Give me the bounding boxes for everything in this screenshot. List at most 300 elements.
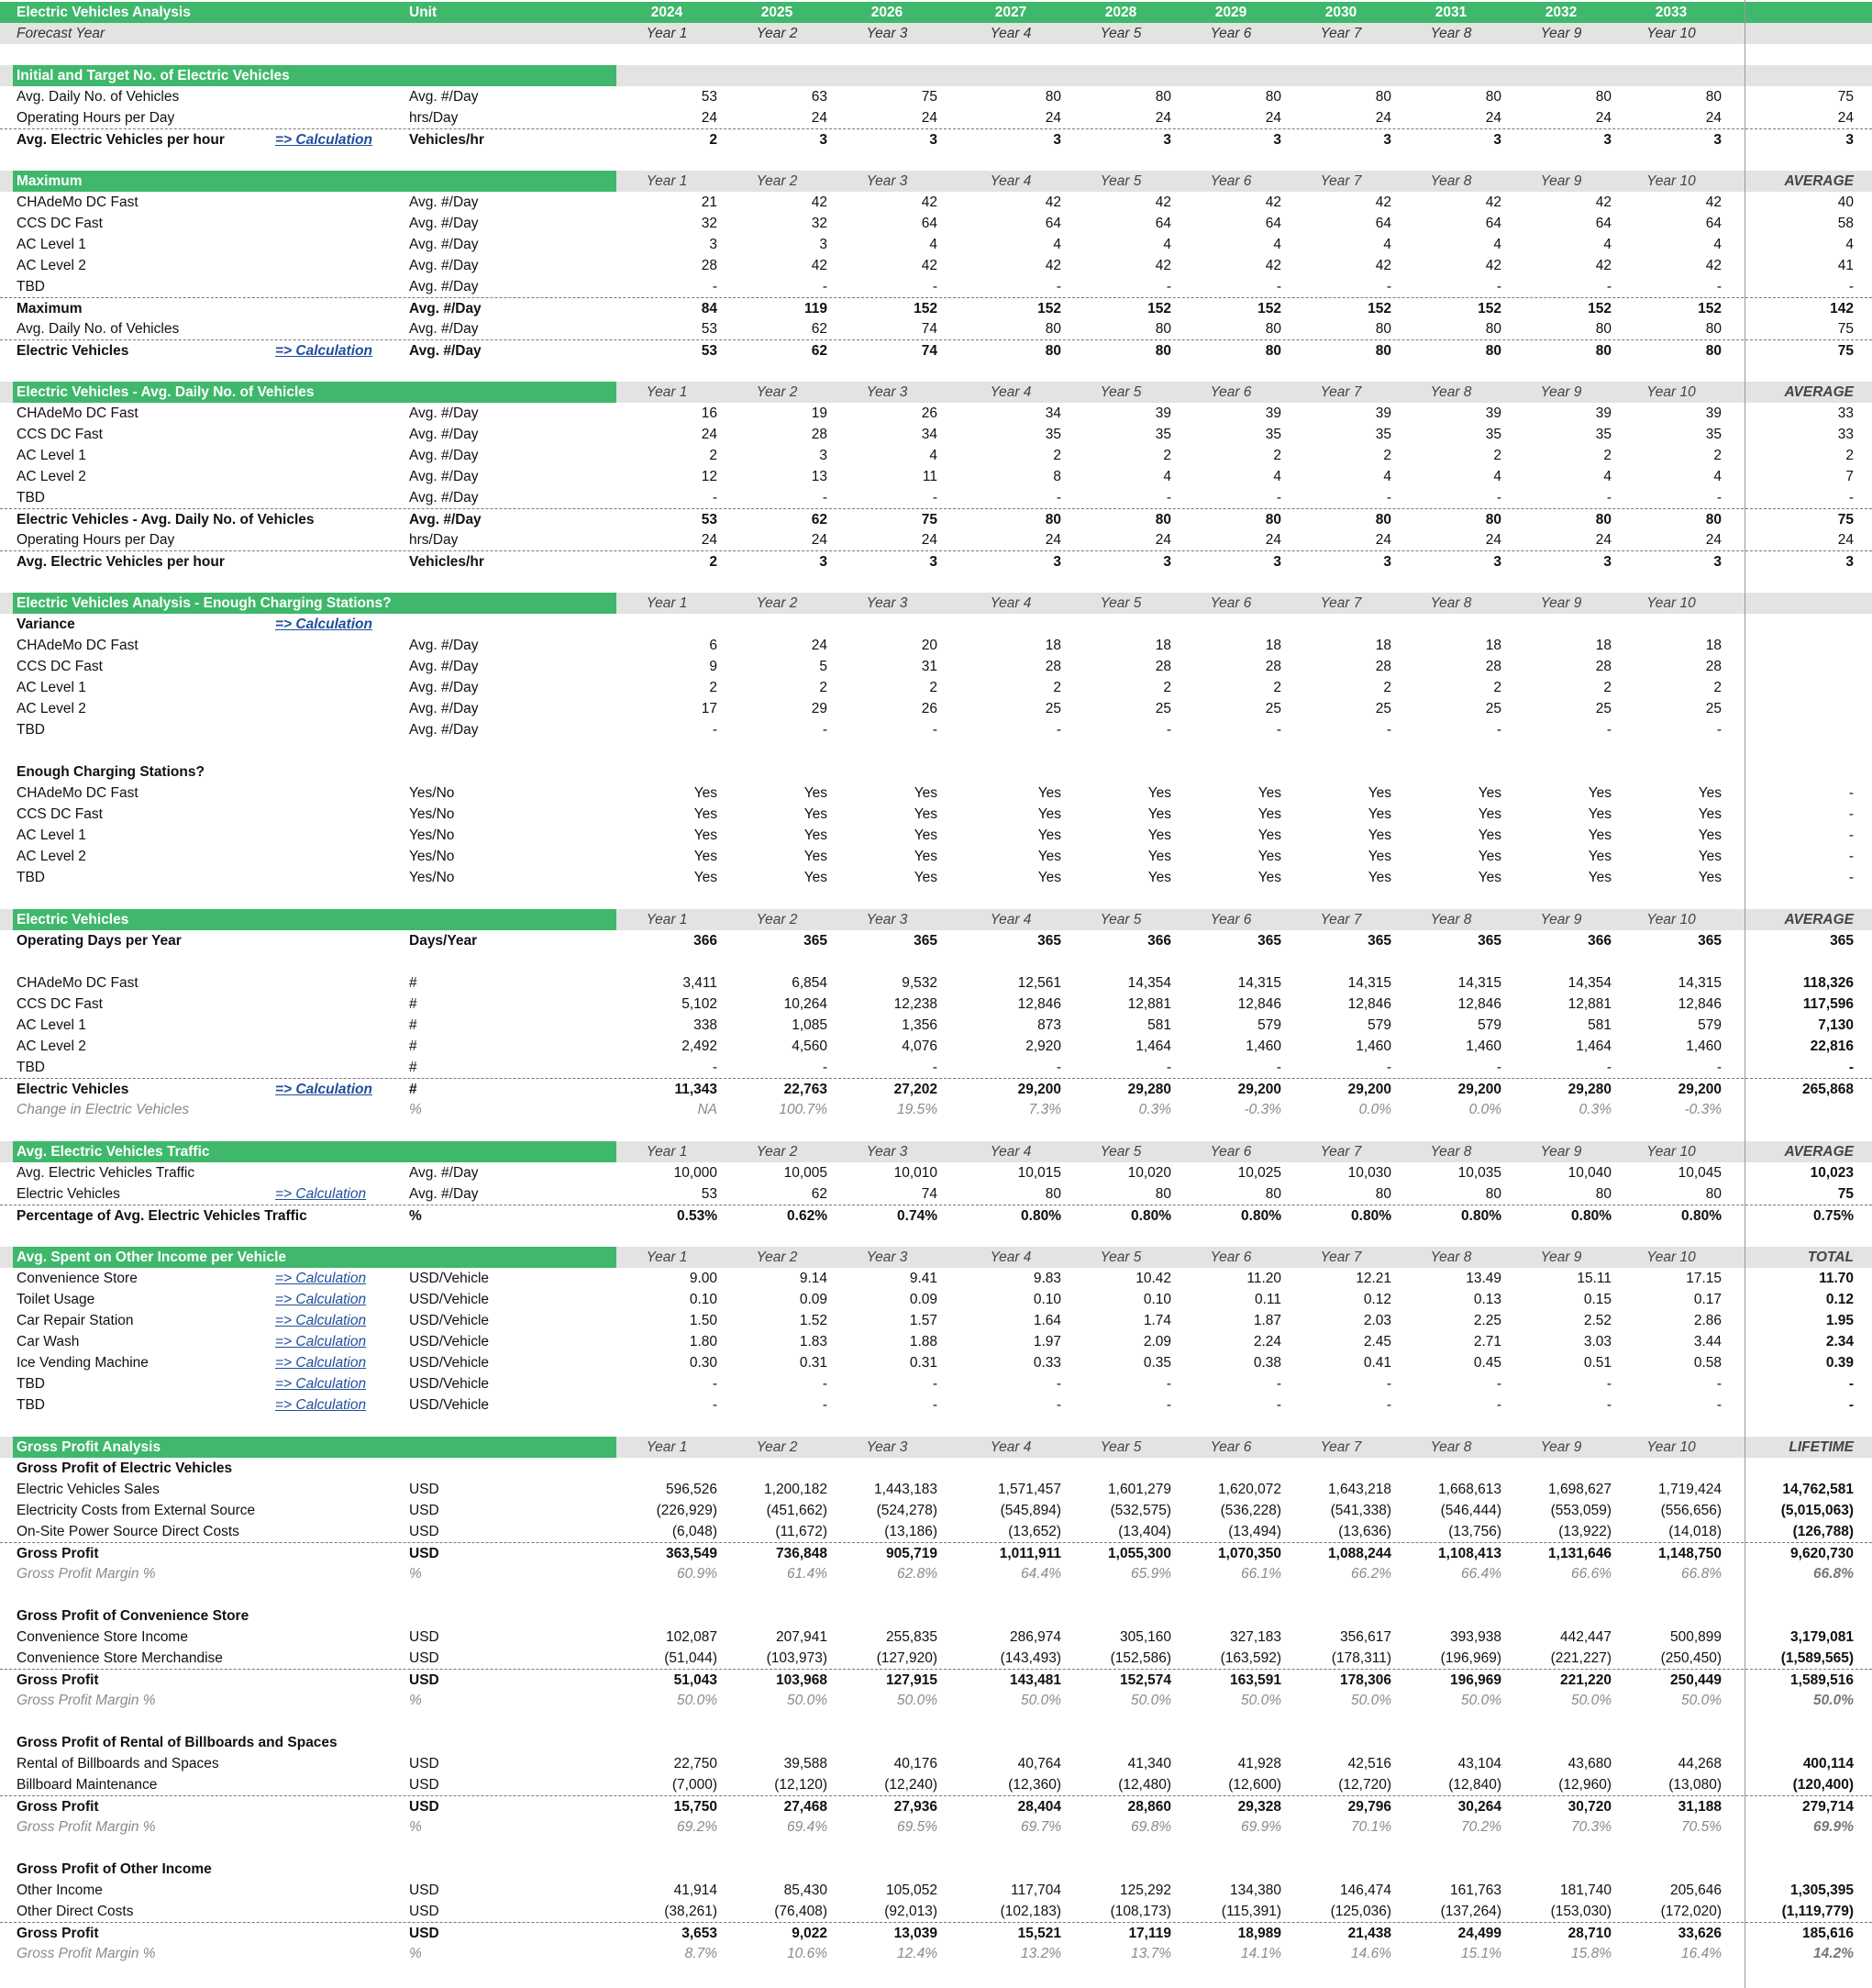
value-cell: Year 6: [1210, 1144, 1252, 1160]
summary-cell: -: [1848, 870, 1854, 885]
value-cell: (451,662): [766, 1503, 827, 1518]
value-cell: -: [1606, 490, 1612, 505]
unit-cell: Avg. #/Day: [409, 448, 479, 463]
value-cell: 13.2%: [1021, 1946, 1061, 1961]
value-cell: Yes: [1478, 827, 1501, 843]
value-cell: 152: [1698, 301, 1722, 317]
value-cell: Year 1: [646, 912, 688, 927]
value-cell: 152: [1368, 301, 1391, 317]
value-cell: 14,315: [1678, 975, 1722, 991]
value-cell: 80: [1155, 321, 1171, 337]
value-cell: Year 5: [1100, 384, 1142, 400]
value-cell: 35: [1265, 427, 1281, 442]
value-cell: 2025: [760, 5, 793, 20]
value-cell: Yes: [803, 827, 827, 843]
value-cell: Year 6: [1210, 595, 1252, 611]
row-label: TBD: [17, 1376, 45, 1392]
value-cell: (12,960): [1558, 1777, 1612, 1793]
table-row: [0, 487, 1872, 508]
row-label: Maximum: [13, 171, 616, 192]
value-cell: (125,036): [1330, 1904, 1391, 1919]
value-cell: Year 8: [1430, 26, 1472, 41]
value-cell: 1.64: [1033, 1313, 1061, 1328]
row-label: Other Direct Costs: [17, 1904, 134, 1919]
value-cell: 6: [709, 638, 717, 653]
value-cell: -: [1386, 490, 1391, 505]
summary-cell: -: [1848, 1376, 1854, 1392]
calculation-link[interactable]: => Calculation: [275, 1334, 367, 1349]
table-row: [0, 783, 1872, 804]
row-label: Convenience Store: [17, 1271, 138, 1286]
unit-cell: #: [409, 1060, 417, 1075]
value-cell: Yes: [1368, 827, 1391, 843]
spacer-row: [0, 150, 1872, 171]
value-cell: -: [712, 1060, 717, 1075]
value-cell: 736,848: [775, 1546, 827, 1561]
value-cell: -0.3%: [1244, 1102, 1281, 1117]
value-cell: 365: [1257, 933, 1281, 949]
value-cell: 1,698,627: [1548, 1482, 1612, 1497]
summary-cell: (1,119,779): [1781, 1904, 1854, 1919]
value-cell: Yes: [693, 806, 717, 822]
value-cell: -: [1056, 490, 1061, 505]
value-cell: 3: [1493, 554, 1501, 570]
summary-cell: -: [1848, 279, 1854, 294]
value-cell: -: [1496, 1376, 1501, 1392]
row-label: Convenience Store Merchandise: [17, 1650, 223, 1666]
unit-cell: Avg. #/Day: [409, 194, 479, 210]
table-row: [0, 255, 1872, 276]
calculation-link[interactable]: => Calculation: [275, 1186, 367, 1202]
row-label: Ice Vending Machine: [17, 1355, 149, 1371]
table-row: [0, 1774, 1872, 1795]
value-cell: 365: [1698, 933, 1722, 949]
unit-cell: USD/Vehicle: [409, 1376, 490, 1392]
value-cell: Year 7: [1320, 1439, 1362, 1455]
value-cell: (178,311): [1331, 1650, 1391, 1666]
value-cell: 3: [1603, 554, 1612, 570]
table-row: [0, 128, 1872, 150]
value-cell: 18: [1375, 638, 1391, 653]
value-cell: 24: [1705, 532, 1722, 548]
unit-cell: Avg. #/Day: [409, 638, 479, 653]
value-cell: 0.3%: [1578, 1102, 1612, 1117]
value-cell: Year 2: [756, 384, 798, 400]
value-cell: -: [1056, 1376, 1061, 1392]
value-cell: 28: [1155, 659, 1171, 674]
value-cell: (143,493): [1000, 1650, 1061, 1666]
table-row: [0, 1627, 1872, 1648]
value-cell: 32: [701, 216, 717, 231]
value-cell: 1,088,244: [1328, 1546, 1391, 1561]
value-cell: 18: [1485, 638, 1501, 653]
value-cell: 103,968: [775, 1672, 827, 1688]
calculation-link[interactable]: => Calculation: [275, 1313, 367, 1328]
unit-cell: USD: [409, 1672, 439, 1688]
row-label: AC Level 1: [17, 680, 86, 695]
unit-cell: Avg. #/Day: [409, 89, 479, 105]
value-cell: 1.80: [689, 1334, 717, 1349]
unit-cell: %: [409, 1946, 422, 1961]
summary-cell: 69.9%: [1813, 1819, 1854, 1835]
row-label: CCS DC Fast: [17, 216, 103, 231]
row-label: Electric Vehicles Sales: [17, 1482, 160, 1497]
value-cell: 75: [921, 512, 937, 528]
table-row: [0, 339, 1872, 361]
row-label: Gross Profit: [17, 1926, 99, 1941]
value-cell: Year 10: [1646, 1249, 1696, 1265]
unit-cell: Yes/No: [409, 827, 455, 843]
value-cell: 2.86: [1693, 1313, 1722, 1328]
value-cell: 3: [1163, 132, 1171, 148]
table-row: [0, 424, 1872, 445]
value-cell: 163,591: [1229, 1672, 1281, 1688]
unit-cell: USD/Vehicle: [409, 1397, 490, 1413]
value-cell: 1.74: [1143, 1313, 1171, 1328]
section-header-row: [0, 65, 1872, 86]
value-cell: 80: [1375, 1186, 1391, 1202]
value-cell: -: [822, 279, 827, 294]
value-cell: Yes: [1478, 785, 1501, 801]
calculation-link[interactable]: => Calculation: [275, 343, 372, 359]
value-cell: 9,532: [902, 975, 937, 991]
value-cell: 4: [1493, 237, 1501, 252]
value-cell: 15,750: [673, 1799, 717, 1815]
value-cell: 178,306: [1339, 1672, 1391, 1688]
value-cell: 24: [1265, 110, 1281, 126]
calculation-link[interactable]: => Calculation: [275, 1355, 367, 1371]
unit-cell: USD: [409, 1503, 439, 1518]
value-cell: 24: [1375, 110, 1391, 126]
section-header-row: [0, 593, 1872, 614]
value-cell: 80: [1375, 343, 1391, 359]
value-cell: 42: [811, 194, 827, 210]
value-cell: 28: [811, 427, 827, 442]
value-cell: 1,070,350: [1218, 1546, 1281, 1561]
value-cell: 35: [1705, 427, 1722, 442]
value-cell: 25: [1045, 701, 1061, 716]
spacer-row: [0, 572, 1872, 593]
value-cell: (11,672): [775, 1524, 827, 1539]
value-cell: Year 8: [1430, 912, 1472, 927]
value-cell: Year 7: [1320, 384, 1362, 400]
value-cell: 15,521: [1017, 1926, 1061, 1941]
section-header-row: [0, 909, 1872, 930]
value-cell: 1,011,911: [999, 1546, 1061, 1561]
calculation-link[interactable]: => Calculation: [275, 1376, 367, 1392]
value-cell: 365: [1368, 933, 1391, 949]
summary-cell: 265,868: [1801, 1082, 1854, 1097]
value-cell: 338: [693, 1017, 717, 1033]
row-label: TBD: [17, 870, 45, 885]
value-cell: -: [1386, 1376, 1391, 1392]
value-cell: 62: [811, 512, 827, 528]
unit-cell: USD/Vehicle: [409, 1334, 490, 1349]
table-row: [0, 234, 1872, 255]
value-cell: Year 3: [866, 173, 908, 189]
calculation-link[interactable]: => Calculation: [275, 1271, 367, 1286]
value-cell: 60.9%: [677, 1566, 717, 1582]
value-cell: 3: [709, 237, 717, 252]
value-cell: 18: [1595, 638, 1612, 653]
unit-cell: USD/Vehicle: [409, 1355, 490, 1371]
value-cell: Year 1: [646, 595, 688, 611]
value-cell: -: [932, 722, 937, 738]
value-cell: [1621, 65, 1722, 86]
value-cell: 50.0%: [1021, 1693, 1061, 1708]
value-cell: 34: [1045, 405, 1061, 421]
value-cell: 0.13: [1473, 1292, 1501, 1307]
value-cell: 0.45: [1473, 1355, 1501, 1371]
value-cell: 80: [1265, 512, 1281, 528]
value-cell: Yes: [693, 870, 717, 885]
value-cell: Yes: [1368, 870, 1391, 885]
value-cell: 80: [1155, 1186, 1171, 1202]
value-cell: 74: [921, 1186, 937, 1202]
value-cell: 2.52: [1583, 1313, 1612, 1328]
summary-cell: 0.75%: [1813, 1208, 1854, 1224]
value-cell: Year 5: [1100, 173, 1142, 189]
summary-cell: -: [1848, 785, 1854, 801]
value-cell: -: [822, 1060, 827, 1075]
summary-cell: 14.2%: [1813, 1946, 1854, 1961]
value-cell: -: [1276, 1376, 1281, 1392]
row-label: CHAdeMo DC Fast: [17, 975, 138, 991]
value-cell: 42: [1265, 194, 1281, 210]
spacer-row: [0, 1120, 1872, 1141]
value-cell: 127,915: [885, 1672, 937, 1688]
value-cell: 24: [1155, 532, 1171, 548]
calculation-link[interactable]: => Calculation: [275, 1082, 372, 1097]
unit-cell: Avg. #/Day: [409, 659, 479, 674]
value-cell: 14,315: [1457, 975, 1501, 991]
value-cell: 80: [1595, 89, 1612, 105]
value-cell: 1,460: [1466, 1038, 1501, 1054]
value-cell: 27,202: [893, 1082, 937, 1097]
summary-cell: 24: [1837, 110, 1854, 126]
value-cell: Year 9: [1540, 1144, 1582, 1160]
value-cell: 3.03: [1583, 1334, 1612, 1349]
row-label: Gross Profit Margin %: [17, 1566, 156, 1582]
table-row: [0, 1036, 1872, 1057]
table-row: [0, 403, 1872, 424]
row-label: Avg. Daily No. of Vehicles: [17, 89, 180, 105]
value-cell: 2026: [870, 5, 903, 20]
table-row: [0, 719, 1872, 740]
summary-cell: 40: [1837, 194, 1854, 210]
value-cell: Yes: [803, 849, 827, 864]
value-cell: 25: [1485, 701, 1501, 716]
value-cell: (12,720): [1338, 1777, 1391, 1793]
value-cell: 65.9%: [1131, 1566, 1171, 1582]
value-cell: 39: [1705, 405, 1722, 421]
value-cell: 20: [921, 638, 937, 653]
unit-cell: USD: [409, 1524, 439, 1539]
summary-cell: 9,620,730: [1790, 1546, 1854, 1561]
value-cell: 28: [1265, 659, 1281, 674]
table-row: [0, 2, 1872, 23]
value-cell: 363,549: [665, 1546, 717, 1561]
row-label: Gross Profit: [17, 1672, 99, 1688]
value-cell: 14,354: [1127, 975, 1171, 991]
summary-cell: 7: [1845, 469, 1854, 484]
value-cell: 66.8%: [1681, 1566, 1722, 1582]
value-cell: -: [1496, 279, 1501, 294]
value-cell: 80: [1485, 343, 1501, 359]
value-cell: Year 6: [1210, 173, 1252, 189]
value-cell: 2033: [1655, 5, 1688, 20]
value-cell: 74: [921, 343, 937, 359]
spacer-row: [0, 740, 1872, 761]
table-row: [0, 867, 1872, 888]
value-cell: Yes: [1588, 827, 1612, 843]
value-cell: Year 7: [1320, 26, 1362, 41]
value-cell: 43,680: [1567, 1756, 1612, 1771]
row-label: Electric Vehicles: [17, 1082, 129, 1097]
value-cell: 365: [1037, 933, 1061, 949]
table-row: [0, 1310, 1872, 1331]
value-cell: 11: [922, 469, 937, 484]
value-cell: 66.1%: [1241, 1566, 1281, 1582]
value-cell: Yes: [1588, 806, 1612, 822]
value-cell: Year 4: [990, 1144, 1032, 1160]
value-cell: 14,315: [1237, 975, 1281, 991]
summary-cell: 14,762,581: [1782, 1482, 1854, 1497]
value-cell: 21: [701, 194, 717, 210]
table-row: [0, 846, 1872, 867]
value-cell: 31,188: [1678, 1799, 1722, 1815]
value-cell: 3: [819, 554, 827, 570]
table-row: [0, 1521, 1872, 1542]
value-cell: 2: [1053, 680, 1061, 695]
section-header-row: [0, 1141, 1872, 1162]
row-label: Gross Profit of Rental of Billboards and Spaces: [17, 1735, 338, 1750]
value-cell: 0.3%: [1138, 1102, 1171, 1117]
value-cell: 31: [921, 659, 937, 674]
value-cell: 9: [709, 659, 717, 674]
value-cell: 12.21: [1356, 1271, 1391, 1286]
value-cell: 29,200: [1678, 1082, 1722, 1097]
value-cell: 24: [921, 532, 937, 548]
value-cell: -: [822, 1397, 827, 1413]
value-cell: Year 9: [1540, 1439, 1582, 1455]
value-cell: Yes: [1698, 827, 1722, 843]
value-cell: (532,575): [1110, 1503, 1171, 1518]
value-cell: 0.38: [1253, 1355, 1281, 1371]
row-label: Gross Profit Margin %: [17, 1693, 156, 1708]
value-cell: 35: [1485, 427, 1501, 442]
value-cell: 53: [701, 512, 717, 528]
summary-cell: 117,596: [1802, 996, 1854, 1012]
value-cell: Yes: [914, 827, 937, 843]
value-cell: 12,561: [1017, 975, 1061, 991]
value-cell: Year 10: [1646, 26, 1696, 41]
value-cell: 24: [1485, 532, 1501, 548]
unit-cell: USD: [409, 1777, 439, 1793]
value-cell: Yes: [1147, 827, 1171, 843]
value-cell: 581: [1588, 1017, 1612, 1033]
value-cell: 42: [921, 258, 937, 273]
value-cell: 4: [1053, 237, 1061, 252]
value-cell: 24: [1045, 532, 1061, 548]
calculation-link[interactable]: => Calculation: [275, 1397, 367, 1413]
value-cell: 255,835: [885, 1629, 937, 1645]
value-cell: -0.3%: [1684, 1102, 1722, 1117]
value-cell: -: [1606, 1060, 1612, 1075]
value-cell: 3: [1493, 132, 1501, 148]
value-cell: -: [1716, 490, 1722, 505]
value-cell: Year 6: [1210, 1249, 1252, 1265]
value-cell: Year 10: [1646, 1144, 1696, 1160]
value-cell: 102,087: [665, 1629, 717, 1645]
value-cell: 4: [1713, 469, 1722, 484]
value-cell: 4: [1163, 469, 1171, 484]
value-cell: 80: [1485, 321, 1501, 337]
table-row: [0, 1331, 1872, 1352]
value-cell: Year 9: [1540, 912, 1582, 927]
value-cell: 24: [1155, 110, 1171, 126]
table-row: [0, 466, 1872, 487]
value-cell: 4: [929, 237, 937, 252]
value-cell: Yes: [1257, 806, 1281, 822]
value-cell: 24: [701, 110, 717, 126]
value-cell: 64: [1705, 216, 1722, 231]
value-cell: 1,571,457: [998, 1482, 1061, 1497]
value-cell: 0.30: [689, 1355, 717, 1371]
calculation-link[interactable]: => Calculation: [275, 132, 372, 148]
spacer-row: [0, 1226, 1872, 1247]
value-cell: (163,592): [1220, 1650, 1281, 1666]
table-row: [0, 1099, 1872, 1120]
unit-cell: Avg. #/Day: [409, 512, 482, 528]
value-cell: 50.0%: [1241, 1693, 1281, 1708]
value-cell: 152,574: [1119, 1672, 1171, 1688]
value-cell: Year 8: [1430, 384, 1472, 400]
value-cell: 2031: [1434, 5, 1468, 20]
table-row: [0, 107, 1872, 128]
row-label: AC Level 1: [17, 448, 86, 463]
value-cell: 8.7%: [684, 1946, 717, 1961]
value-cell: 24: [1705, 110, 1722, 126]
value-cell: [1180, 65, 1281, 86]
calculation-link[interactable]: => Calculation: [275, 616, 372, 632]
value-cell: 10.6%: [787, 1946, 827, 1961]
unit-cell: USD: [409, 1756, 439, 1771]
value-cell: 50.0%: [1131, 1693, 1171, 1708]
summary-cell: (1,589,565): [1780, 1650, 1854, 1666]
value-cell: 80: [1155, 89, 1171, 105]
value-cell: 4,076: [902, 1038, 937, 1054]
summary-cell: AVERAGE: [1784, 173, 1854, 189]
value-cell: 2: [709, 554, 717, 570]
value-cell: (153,030): [1550, 1904, 1612, 1919]
value-cell: 15.1%: [1461, 1946, 1501, 1961]
value-cell: 70.1%: [1351, 1819, 1391, 1835]
value-cell: 42: [921, 194, 937, 210]
value-cell: Year 4: [990, 173, 1032, 189]
summary-cell: 50.0%: [1813, 1693, 1854, 1708]
calculation-link[interactable]: => Calculation: [275, 1292, 367, 1307]
value-cell: Year 5: [1100, 26, 1142, 41]
value-cell: 50.0%: [1351, 1693, 1391, 1708]
value-cell: 33,626: [1678, 1926, 1722, 1941]
value-cell: 250,449: [1669, 1672, 1722, 1688]
unit-cell: Avg. #/Day: [409, 427, 479, 442]
table-row: [0, 677, 1872, 698]
value-cell: 64: [1265, 216, 1281, 231]
value-cell: 24: [1595, 532, 1612, 548]
table-row: [0, 23, 1872, 44]
